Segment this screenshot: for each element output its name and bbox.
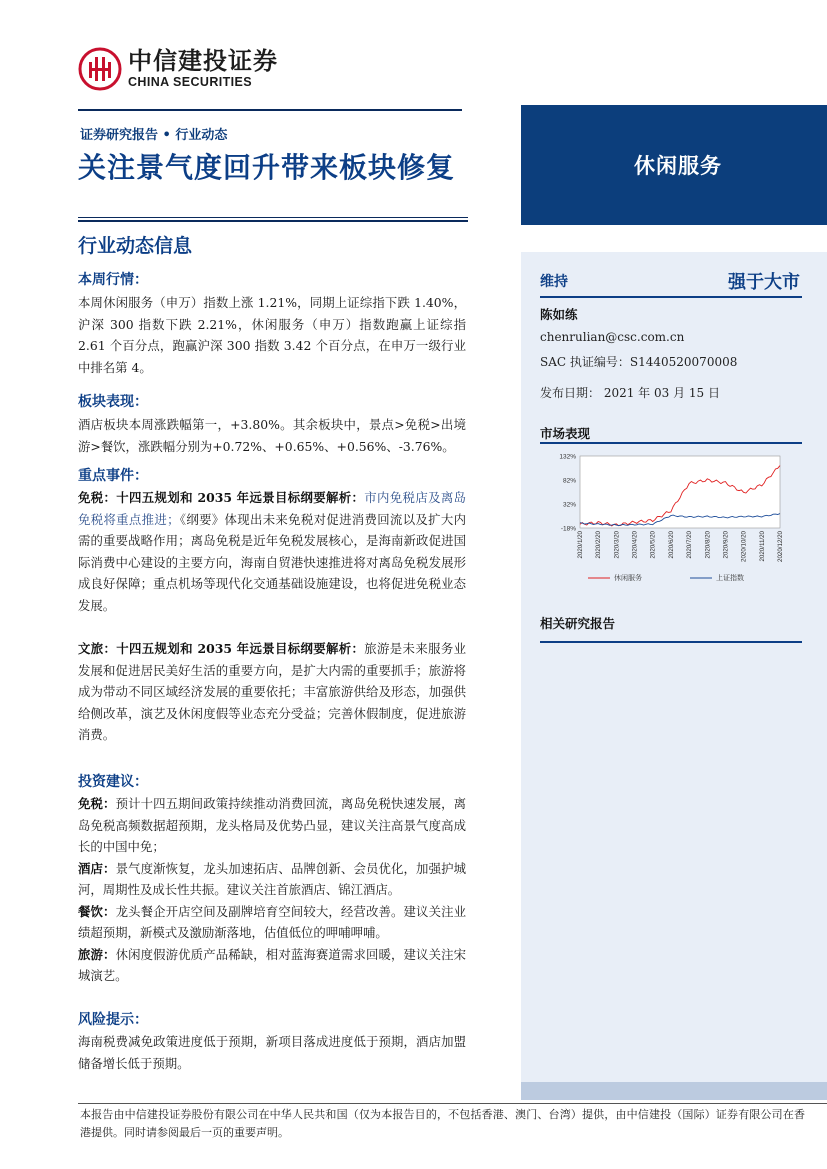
logo-chinese-name: 中信建投证券 <box>128 47 278 75</box>
events-tourism-paragraph <box>78 638 466 746</box>
chart-x-tick-label: 2020/5/20 <box>649 531 657 559</box>
events-heading: 重点事件： <box>78 468 148 484</box>
rating-divider <box>540 296 802 298</box>
chart-legend-label: 上证指数 <box>716 574 744 582</box>
chart-x-tick-label: 2020/9/20 <box>722 531 730 559</box>
weekly-section <box>78 270 466 378</box>
advice-section <box>78 772 466 987</box>
events-duty-free-text: 《纲要》体现出未来免税对促进消费回流以及扩大内需的重要战略作用；离岛免税是近年免税发展核心，是海南新政促进国际消费中心建设的主要方向，海南自贸港快速推进将对离岛免税发展形成良好保障；重点机场等现代化交通基础设施建设，也将促进免税业态发展。 <box>78 511 466 613</box>
sector-heading: 板块表现： <box>78 394 148 410</box>
risk-text: 海南税费减免政策进度低于预期，新项目落成进度低于预期，酒店加盟储备增长低于预期。 <box>78 1034 466 1071</box>
rating-value: 强于大市 <box>728 272 800 293</box>
market-divider <box>540 442 802 444</box>
chart-x-tick-label: 2020/12/20 <box>777 531 784 562</box>
report-title: 关注景气度回升带来板块修复 <box>78 151 456 184</box>
sector-section <box>78 392 466 457</box>
chart-y-tick-label: 32% <box>562 501 576 509</box>
events-tourism <box>78 638 466 746</box>
footer-disclaimer: 本报告由中信建投证券股份有限公司在中华人民共和国（仅为本报告目的，不包括香港、澳门、台湾）提供，由中信建投（国际）证券有限公司在香港提供。同时请参阅最后一页的重要声明。 <box>80 1108 805 1139</box>
advice-travel-text: 休闲度假游优质产品稀缺，相对蓝海赛道需求回暖，建议关注宋城演艺。 <box>78 946 467 983</box>
chart-y-tick-label: 132% <box>559 453 576 461</box>
footer-divider <box>78 1103 827 1104</box>
advice-duty-free <box>78 793 466 858</box>
chart-x-tick-label: 2020/6/20 <box>667 531 675 559</box>
publish-date: 发布日期： 2021 年 03 月 15 日 <box>540 386 720 400</box>
analyst-sac: SAC 执证编号：S1440520070008 <box>540 355 738 369</box>
events-tourism-text: 旅游是未来服务业发展和促进居民美好生活的重要方向，是扩大内需的重要抓手；旅游将成为带动不同区域经济发展的重要依托；丰富旅游供给及形态，加强供给侧改革，演艺及休闲度假等业态充分受益；完善休假制度，促进旅游消费。 <box>78 641 466 742</box>
china-securities-logo-icon <box>78 47 122 91</box>
sidebar-footer-band <box>521 1082 827 1100</box>
advice-dining-label: 餐饮： <box>78 903 116 919</box>
advice-travel <box>78 944 466 987</box>
sector-banner <box>521 105 827 225</box>
weekly-heading: 本周行情： <box>78 272 148 288</box>
advice-hotel-label: 酒店： <box>78 860 116 876</box>
events-duty-free-highlight: 市内免税店及离岛免税将重点推进； <box>78 490 466 527</box>
logo-english-name: CHINA SECURITIES <box>128 75 253 89</box>
analyst-name: 陈如练 <box>540 307 578 322</box>
chart-y-tick-label: -18% <box>560 525 576 533</box>
chart-x-tick-label: 2020/8/20 <box>704 531 712 559</box>
chart-x-tick-label: 2020/7/20 <box>686 531 694 559</box>
sidebar-panel <box>521 252 827 1082</box>
advice-hotel-text: 景气度渐恢复，龙头加速拓店、品牌创新、会员优化，加强护城河，周期性及成长性共振。建议关注首旅酒店、锦江酒店。 <box>78 860 467 897</box>
chart-x-tick-label: 2020/2/20 <box>595 531 603 559</box>
rating-row <box>540 268 806 292</box>
market-performance-chart <box>540 448 790 588</box>
chart-x-tick-label: 2020/1/20 <box>577 531 584 559</box>
advice-travel-label: 旅游： <box>78 946 116 962</box>
sector-text: 酒店板块本周涨跌幅第一，+3.80%。其余板块中，景点>免税>出境游>餐饮，涨跌幅分别为+0.72%、+0.65%、+0.56%、-3.76%。 <box>78 417 466 454</box>
chart-legend-label: 休闲服务 <box>614 574 642 582</box>
advice-dining-text: 龙头餐企开店空间及副牌培育空间较大，经营改善。建议关注业绩超预期，新模式及激励渐落地，估值低位的呷哺呷哺。 <box>78 903 467 940</box>
chart-x-tick-label: 2020/10/20 <box>740 531 748 562</box>
related-divider <box>540 641 802 643</box>
advice-duty-free-text: 预计十四五期间政策持续推动消费回流，离岛免税快速发展，离岛免税高频数据超预期，龙头格局及优势凸显，建议关注高景气度高成长的中国中免； <box>78 796 467 854</box>
chart-x-tick-label: 2020/3/20 <box>613 531 621 559</box>
events-section <box>78 466 466 616</box>
events-duty-free-label: 免税：十四五规划和 2035 年远景目标纲要解析： <box>78 490 365 505</box>
chart-x-tick-label: 2020/11/20 <box>758 531 766 562</box>
advice-heading: 投资建议： <box>78 774 148 790</box>
weekly-text: 本周休闲服务（申万）指数上涨 1.21%，同期上证综指下跌 1.40%，沪深 300 指数下跌 2.21%，休闲服务（申万）指数跑赢上证综指 2.61 个百分点，跑赢沪深 300 指数 3.42 个百分点，在申万一级行业中排名第 4。 <box>78 295 466 375</box>
header-divider <box>78 109 462 111</box>
risk-section <box>78 1010 466 1074</box>
company-logo <box>78 45 278 93</box>
rating-action: 维持 <box>540 274 568 290</box>
risk-heading: 风险提示： <box>78 1012 148 1028</box>
related-heading: 相关研究报告 <box>540 616 616 631</box>
advice-hotel <box>78 858 466 901</box>
chart-plot-area <box>580 456 780 528</box>
chart-x-tick-label: 2020/4/20 <box>631 531 639 559</box>
chart-y-tick-label: 82% <box>562 477 576 485</box>
market-heading: 市场表现 <box>540 426 591 441</box>
events-tourism-label: 文旅：十四五规划和 2035 年远景目标纲要解析： <box>78 641 365 656</box>
events-duty-free <box>78 487 466 616</box>
report-category: 证券研究报告 • 行业动态 <box>80 128 228 143</box>
advice-duty-free-label: 免税： <box>78 796 116 811</box>
advice-dining <box>78 901 466 944</box>
sector-name: 休闲服务 <box>634 154 722 178</box>
title-divider <box>78 217 468 222</box>
analyst-email[interactable]: chenrulian@csc.com.cn <box>540 330 685 344</box>
section-title: 行业动态信息 <box>78 235 193 257</box>
